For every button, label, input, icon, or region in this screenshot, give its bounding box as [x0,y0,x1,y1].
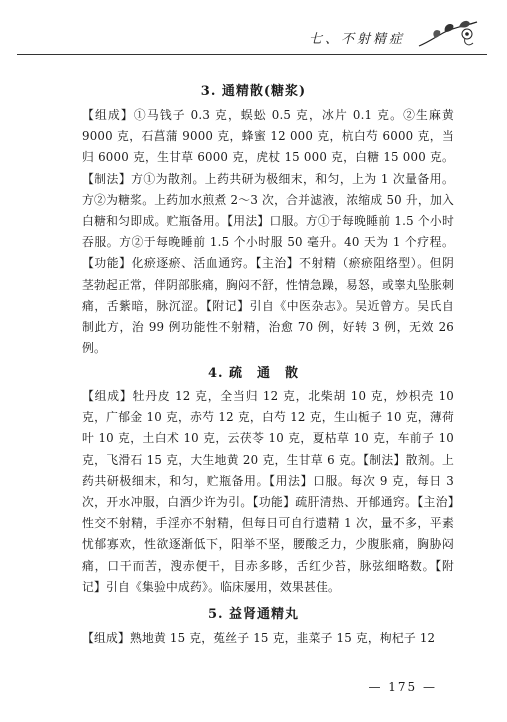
section-heading-1: 3. 通精散(糖浆) [200,84,307,99]
page-number: — 175 — [368,680,437,694]
section-body-3: 【组成】熟地黄 15 克，菟丝子 15 克，韭菜子 15 克，枸杞子 12 [82,631,436,645]
section-body-1: 【组成】①马钱子 0.3 克，蜈蚣 0.5 克，冰片 0.1 克。②生麻黄 9000 克，石菖蒲 9000 克，蜂蜜 12 000 克，杭白芍 6000 克，当归 6000 克，生甘草 6000 克，虎杖 15 000 克，白糖 15 000 克。【制法】方①为散剂。上药共研为极细末，和匀，上为 1 次量备用。方②为糖浆。上药加水煎煮 2～3 次，合并滤液，浓缩成 50 升，加入白糖和匀即成。贮瓶备用。【用法】口服。方①于每晚睡前 1.5 个小时吞服。方②于每晚睡前 1.5 个小时服 50 毫升。40 天为 1 个疗程。【功能】化瘀逐瘀、活血通窍。【主治】不射精（瘀瘀阻络型）。但阴茎勃起正常，伴阴部胀痛，胸闷不舒，性情急躁，易怒，或睾丸坠胀刺痛，舌紫暗，脉沉涩。【附记】引自《中医杂志》。吴近曾方。吴氏自制此方，治 99 例功能性不射精，治愈 70 例，好转 3 例，无效 26 例。 [82,108,454,356]
section-body-2: 【组成】牡丹皮 12 克，全当归 12 克，北柴胡 10 克，炒枳壳 10 克，广郁金 10 克，赤芍 12 克，白芍 12 克，生山栀子 10 克，薄荷叶 10 克，土白术 10 克，云茯苓 10 克，夏枯草 10 克，车前子 10 克，飞滑石 15 克，大生地黄 20 克，生甘草 6 克。【制法】散剂。上药共研极细末，和匀，贮瓶备用。【用法】口服。每次 9 克，每日 3 次，开水冲服，白酒少许为引。【功能】疏肝清热、开郁通窍。【主治】性交不射精，手淫亦不射精，但每日可自行遗精 1 次，量不多，平素忧郁寡欢，性欲逐渐低下，阳举不坚，腰酸乏力，少腹胀痛，胸胁闷痛，口干而苦，溲赤便干，目赤多眵，舌红少苔，脉弦细略数。【附记】引自《集验中成药》。临床屡用，效果甚佳。 [82,389,454,594]
floral-ornament-icon [415,16,481,52]
running-header-title: 七、不射精症 [308,32,405,47]
running-header [17,14,487,54]
header-rule [17,54,487,55]
section-heading-3: 5. 益肾通精丸 [207,607,300,622]
section-heading-2: 4. 疏 通 散 [207,366,300,381]
